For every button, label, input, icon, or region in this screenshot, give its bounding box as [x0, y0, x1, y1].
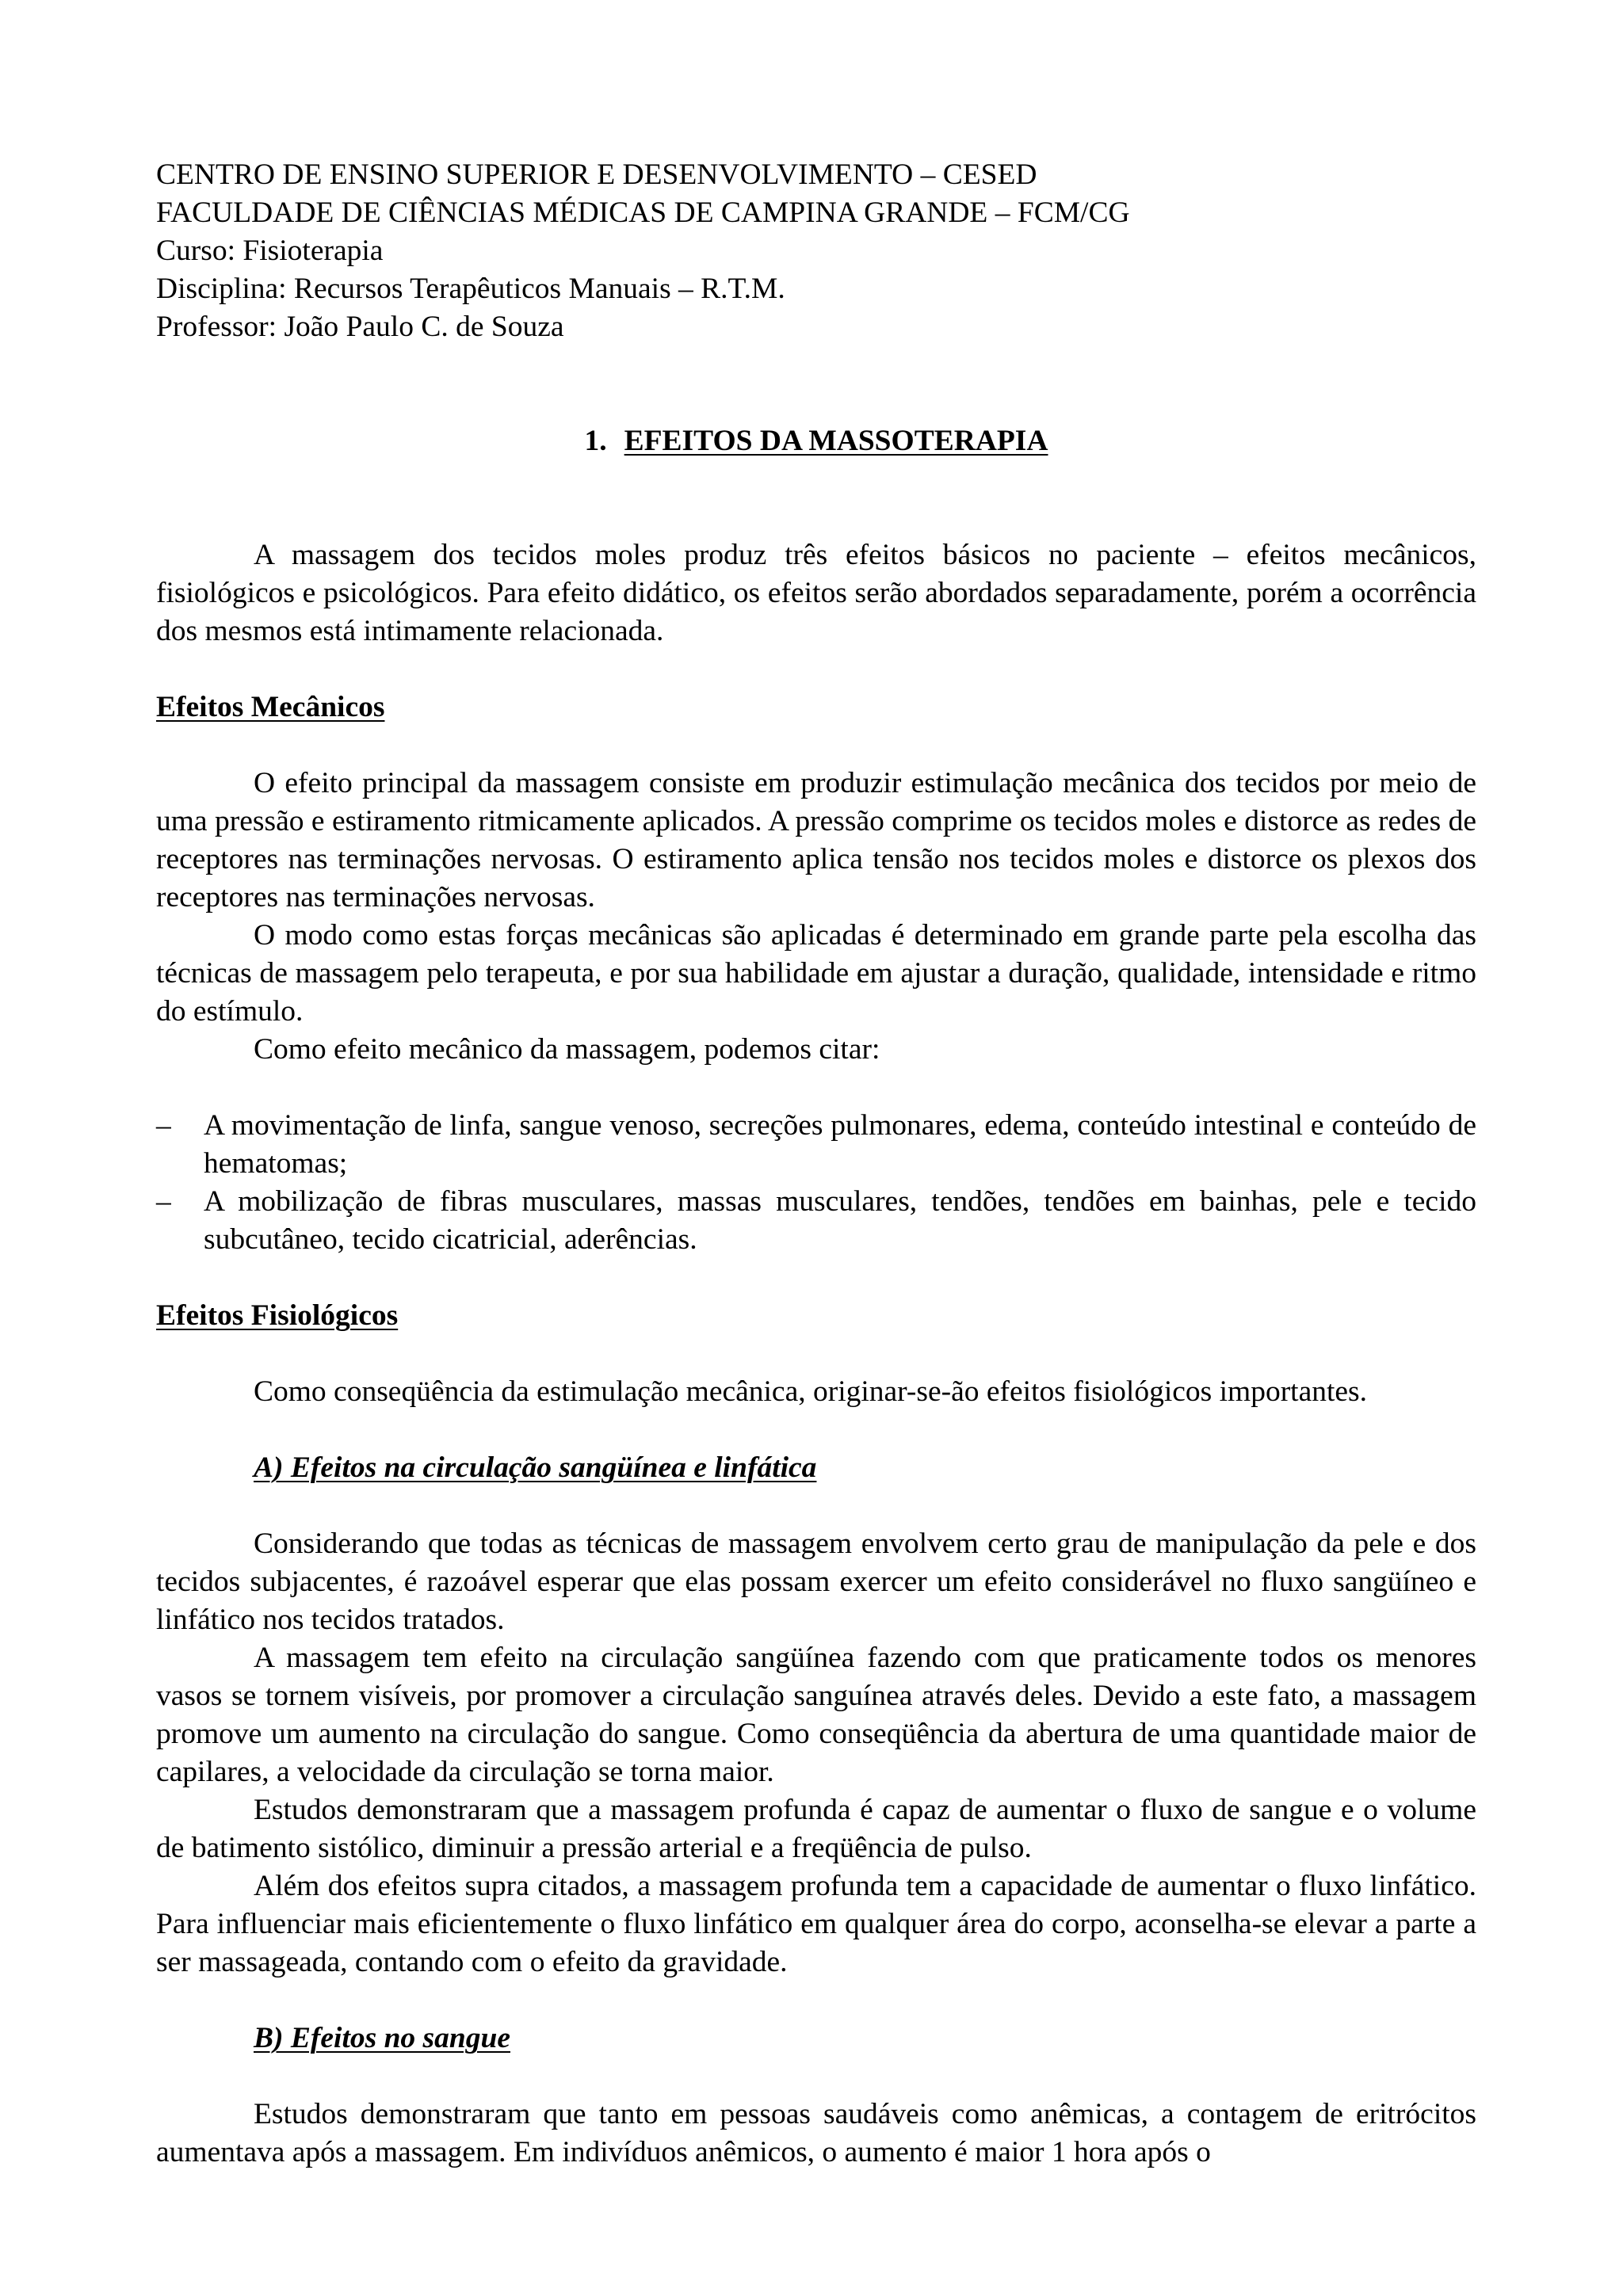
bullet-dash: –: [156, 1185, 171, 1218]
paragraph: O modo como estas forças mecânicas são aplicadas é determinado em grande parte pela escolha das técnicas de massagem pelo terapeuta, e por sua habilidade em ajustar a duração, qualidade, intensidade e ritmo do estímulo.: [156, 919, 1476, 1028]
subheading-circulacao: [156, 1449, 1476, 1487]
heading-text: Efeitos Fisiológicos: [156, 1299, 399, 1332]
list-item-text: A mobilização de fibras musculares, massas musculares, tendões, tendões em bainhas, pele e tecido subcutâneo, tecido cicatricial, aderências.: [204, 1185, 1476, 1256]
paragraph: A massagem tem efeito na circulação sangüínea fazendo com que praticamente todos os menores vasos se tornem visíveis, por promover a circulação sanguínea através deles. Devido a este fato, a massagem promove um aumento na circulação do sangue. Como conseqüência da abertura de uma quantidade maior de capilares, a velocidade da circulação se torna maior.: [156, 1642, 1476, 1788]
list-item-text: A movimentação de linfa, sangue venoso, secreções pulmonares, edema, conteúdo intestinal e conteúdo de hematomas;: [204, 1109, 1476, 1180]
bullet-list: [156, 1107, 1476, 1259]
header-line: Professor: João Paulo C. de Souza: [156, 311, 564, 343]
header-line: Curso: Fisioterapia: [156, 235, 384, 267]
heading-efeitos-mecanicos: [156, 688, 1476, 727]
institution-header: [156, 156, 1476, 346]
paragraph: Considerando que todas as técnicas de massagem envolvem certo grau de manipulação da pele e dos tecidos subjacentes, é razoável esperar que elas possam exercer um efeito considerável no fluxo sangüíneo e linfático nos tecidos tratados.: [156, 1527, 1476, 1636]
section-title: [156, 422, 1476, 460]
subheading-sangue: [156, 2019, 1476, 2058]
bullet-dash: –: [156, 1109, 171, 1142]
heading-efeitos-fisiologicos: [156, 1297, 1476, 1335]
header-line: Disciplina: Recursos Terapêuticos Manuais – R.T.M.: [156, 273, 785, 305]
section-number: 1.: [584, 425, 607, 457]
list-item: [156, 1107, 1476, 1183]
heading-text: Efeitos Mecânicos: [156, 691, 385, 723]
intro-paragraph: A massagem dos tecidos moles produz três efeitos básicos no paciente – efeitos mecânicos, fisiológicos e psicológicos. Para efeito didático, os efeitos serão abordados separadamente, porém a ocorrência dos mesmos está intimamente relacionada.: [156, 539, 1476, 647]
paragraph: Além dos efeitos supra citados, a massagem profunda tem a capacidade de aumentar o fluxo linfático. Para influenciar mais eficientemente o fluxo linfático em qualquer área do corpo, aconselha-se elevar a parte a ser massageada, contando com o efeito da gravidade.: [156, 1870, 1476, 1978]
paragraph: O efeito principal da massagem consiste em produzir estimulação mecânica dos tecidos por meio de uma pressão e estiramento ritmicamente aplicados. A pressão comprime os tecidos moles e distorce as redes de receptores nas terminações nervosas. O estiramento aplica tensão nos tecidos moles e distorce os plexos dos receptores nas terminações nervosas.: [156, 767, 1476, 913]
paragraph: Estudos demonstraram que tanto em pessoas saudáveis como anêmicas, a contagem de eritrócitos aumentava após a massagem. Em indivíduos anêmicos, o aumento é maior 1 hora após o: [156, 2098, 1476, 2168]
paragraph: Como efeito mecânico da massagem, podemos citar:: [254, 1033, 880, 1066]
paragraph: Estudos demonstraram que a massagem profunda é capaz de aumentar o fluxo de sangue e o volume de batimento sistólico, diminuir a pressão arterial e a freqüência de pulso.: [156, 1794, 1476, 1864]
header-line: CENTRO DE ENSINO SUPERIOR E DESENVOLVIMENTO – CESED: [156, 158, 1037, 191]
section-title-text: EFEITOS DA MASSOTERAPIA: [624, 425, 1048, 457]
paragraph: Como conseqüência da estimulação mecânica, originar-se-ão efeitos fisiológicos importantes.: [254, 1375, 1368, 1408]
list-item: [156, 1183, 1476, 1259]
subheading-text: A) Efeitos na circulação sangüínea e linfática: [254, 1451, 817, 1484]
header-line: FACULDADE DE CIÊNCIAS MÉDICAS DE CAMPINA GRANDE – FCM/CG: [156, 196, 1130, 229]
subheading-text: B) Efeitos no sangue: [254, 2022, 511, 2054]
document-body: [156, 156, 1476, 2172]
